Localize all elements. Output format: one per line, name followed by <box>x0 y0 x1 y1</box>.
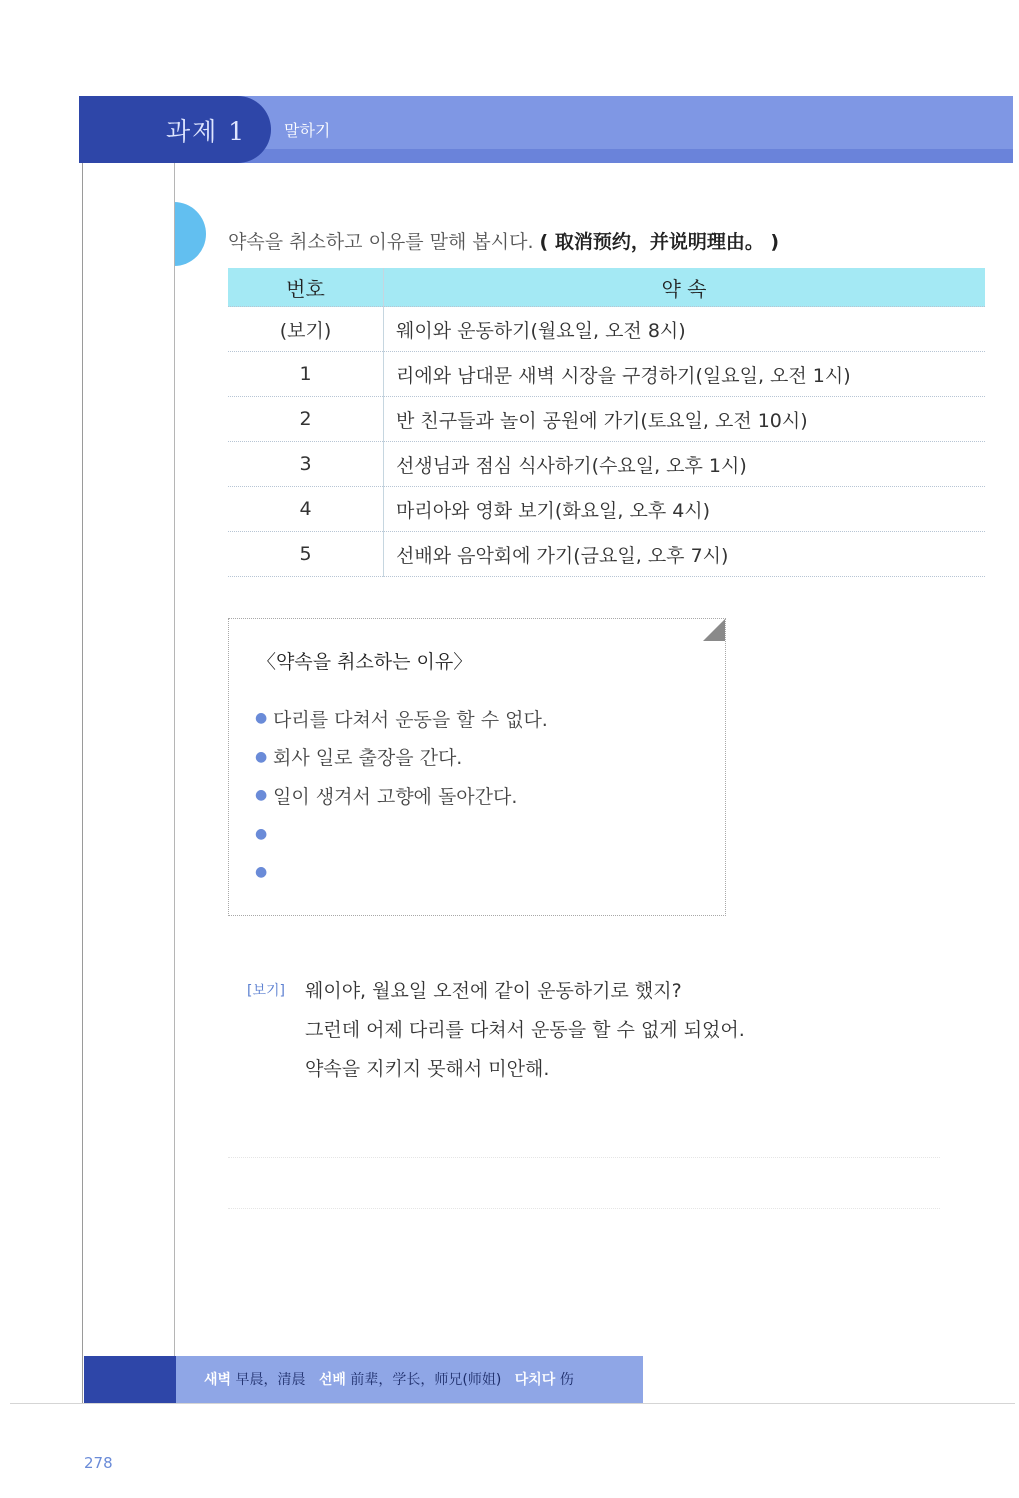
table-header-row <box>228 268 985 307</box>
example-tag: [보기] <box>247 983 285 999</box>
row-number: 2 <box>228 397 384 442</box>
list-item <box>255 738 548 777</box>
table-row <box>228 397 985 442</box>
vocab-word: 새벽 <box>204 1372 232 1388</box>
page-fold-corner <box>703 619 725 641</box>
answer-line <box>228 1208 940 1210</box>
promise-table <box>228 268 985 577</box>
bottom-rule <box>10 1403 1015 1404</box>
reason-text: 회사 일로 출장을 간다. <box>273 747 463 770</box>
vocab-marker <box>84 1356 176 1403</box>
answer-line <box>228 1157 940 1159</box>
vocab-meaning: 前辈，学长，师兄(师姐) <box>350 1372 502 1388</box>
table-row <box>228 352 985 397</box>
row-number: 5 <box>228 532 384 577</box>
vocab-meaning: 伤 <box>559 1372 574 1388</box>
list-item <box>255 853 548 892</box>
page-number: 278 <box>84 1454 113 1472</box>
list-item <box>255 776 548 815</box>
reason-title: 〈약속을 취소하는 이유〉 <box>257 651 473 673</box>
vocab-word: 다치다 <box>514 1372 556 1388</box>
margin-cover <box>84 163 174 293</box>
row-promise: 웨이와 운동하기(월요일, 오전 8시) <box>384 307 986 352</box>
bullet-icon: ● <box>255 825 268 842</box>
bullet-icon: ● <box>255 864 268 881</box>
instruction-ko: 약속을 취소하고 이유를 말해 봅시다. <box>228 231 534 253</box>
table-row <box>228 442 985 487</box>
row-number: 4 <box>228 487 384 532</box>
row-number: (보기) <box>228 307 384 352</box>
reason-text: 다리를 다쳐서 운동을 할 수 없다. <box>273 708 548 731</box>
left-margin-line <box>82 163 83 1403</box>
bullet-icon: ● <box>255 748 268 765</box>
task-label: 과제 1 <box>166 117 247 146</box>
example-line: 그런데 어제 다리를 다쳐서 운동을 할 수 없게 되었어. <box>305 1019 745 1041</box>
instruction <box>228 227 779 254</box>
row-number: 1 <box>228 352 384 397</box>
table-row <box>228 307 985 352</box>
header-promise: 약 속 <box>384 268 986 307</box>
row-promise: 리에와 남대문 새벽 시장을 구경하기(일요일, 오전 1시) <box>384 352 986 397</box>
inner-margin-line <box>174 163 175 1403</box>
list-item <box>255 815 548 854</box>
bullet-icon: ● <box>255 710 268 727</box>
row-promise: 선생님과 점심 식사하기(수요일, 오후 1시) <box>384 442 986 487</box>
reason-box <box>228 618 726 916</box>
instruction-zh: ( 取消预约，并说明理由。 ) <box>539 231 780 253</box>
example-line: 약속을 지키지 못해서 미안해. <box>305 1058 550 1080</box>
reason-list <box>255 699 548 892</box>
example-line: 웨이야, 월요일 오전에 같이 운동하기로 했지? <box>305 980 682 1002</box>
list-item <box>255 699 548 738</box>
vocab-word: 선배 <box>318 1372 346 1388</box>
vocab-list <box>204 1369 574 1389</box>
row-promise: 반 친구들과 놀이 공원에 가기(토요일, 오전 10시) <box>384 397 986 442</box>
reason-text: 일이 생겨서 고향에 돌아간다. <box>273 785 518 808</box>
header-number: 번호 <box>228 268 384 307</box>
row-number: 3 <box>228 442 384 487</box>
table-row <box>228 532 985 577</box>
bullet-icon: ● <box>255 787 268 804</box>
task-sub-label: 말하기 <box>284 121 331 140</box>
row-promise: 선배와 음악회에 가기(금요일, 오후 7시) <box>384 532 986 577</box>
vocab-meaning: 早晨，清晨 <box>235 1372 306 1388</box>
row-promise: 마리아와 영화 보기(화요일, 오후 4시) <box>384 487 986 532</box>
table-row <box>228 487 985 532</box>
